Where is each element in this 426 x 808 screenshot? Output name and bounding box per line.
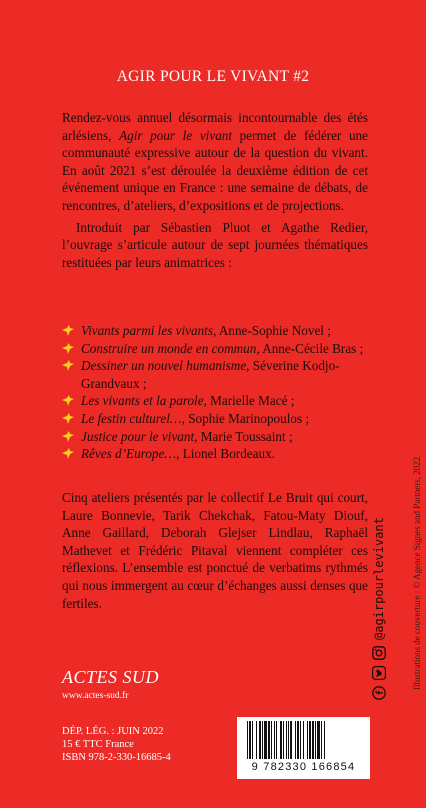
depot-legal: DÉP. LÉG. : JUIN 2022 — [62, 726, 164, 737]
barcode-bar — [271, 721, 272, 759]
bird-bullet-icon — [62, 360, 74, 371]
list-item: Justice pour le vivant, Marie Toussaint ; — [62, 428, 368, 446]
barcode-bar — [268, 721, 270, 759]
bird-bullet-icon — [62, 431, 74, 442]
list-item: Construire un monde en commun, Anne-Cécile Bras ; — [62, 340, 368, 358]
instagram-icon — [372, 646, 386, 660]
legal-info — [62, 725, 171, 765]
facebook-icon — [372, 686, 386, 700]
publisher-block — [62, 667, 159, 701]
barcode-bar — [247, 721, 248, 759]
barcode-bar — [297, 721, 299, 759]
barcode-bar — [324, 721, 325, 759]
intro-paragraph-1: Rendez-vous annuel désormais incontournable des étés arlésiens, Agir pour le vivant permet de fédérer une communauté expressive autour de la question du vivant. En août 2021 s’est déroulée la deuxième édition de cet événement unique en France : une semaine de débats, de rencontres, d’ateliers, d’expositions et de projections. — [62, 110, 368, 213]
barcode-bar — [256, 721, 257, 759]
barcode-bar — [283, 721, 284, 759]
bird-bullet-icon — [62, 413, 74, 424]
bird-bullet-icon — [62, 395, 74, 406]
list-item: Rêves d’Europe…, Lionel Bordeaux. — [62, 445, 368, 463]
barcode-bar — [290, 721, 292, 759]
barcode-bar — [274, 721, 275, 759]
barcode-bar — [276, 721, 277, 759]
bird-bullet-icon — [62, 448, 74, 459]
list-item: Les vivants et la parole, Marielle Macé ; — [62, 392, 368, 410]
barcode-bar — [288, 721, 289, 759]
bird-bullet-icon — [62, 343, 74, 354]
barcode-bar — [303, 721, 304, 759]
barcode-bar — [315, 721, 316, 759]
barcode-bar — [295, 721, 296, 759]
barcode-bar — [280, 721, 282, 759]
barcode-bar — [321, 721, 322, 759]
barcode-bar — [262, 721, 263, 759]
publisher-website: www.actes-sud.fr — [62, 691, 129, 701]
publisher-logo: ACTES SUD — [62, 667, 160, 687]
list-item: Le festin culturel…, Sophie Marinopoulos ; — [62, 410, 368, 428]
barcode-bar — [264, 721, 267, 759]
price: 15 € TTC France — [62, 739, 134, 751]
illustration-credit: Illustrations de couverture : © Agence Signes and Partners, 2022 — [412, 456, 422, 690]
barcode-bar — [317, 721, 320, 759]
barcode-bar — [252, 721, 253, 759]
barcode-bar — [312, 721, 314, 759]
twitter-icon — [372, 666, 386, 680]
barcode-bar — [307, 721, 308, 759]
book-title: AGIR POUR LE VIVANT #2 — [116, 68, 310, 85]
barcode-number: 9 782330 166854 — [251, 761, 356, 773]
ateliers-text: Cinq ateliers présentés par le collectif Le Bruit qui court, Laure Bonnevie, Tarik Chekchak, Fatou-Maty Diouf, Anne Gaillard, Deborah Glejser Lindlau, Raphaël Mathevet et Frédéric Pitaval viennent compléter ces réflexions. L’ensemble est ponctué de verbatims rythmés qui nous immergent au cœur d’échanges aussi denses que fertiles. — [62, 490, 368, 611]
list-item: Vivants parmi les vivants, Anne-Sophie Novel ; — [62, 322, 368, 340]
list-item: Dessiner un nouvel humanisme, Séverine Kodjo-Grandvaux ; — [62, 357, 368, 392]
barcode — [237, 717, 370, 779]
barcode-bar — [249, 721, 251, 759]
barcode-bar — [309, 721, 311, 759]
barcode-bars — [245, 721, 362, 761]
social-handle: @agirpourlevivant — [372, 517, 386, 640]
isbn: ISBN 978-2-330-16685-4 — [62, 752, 171, 764]
intro-text — [62, 109, 368, 271]
intro-paragraph-2: Introduit par Sébastien Pluot et Agathe Redier, l’ouvrage s’articule autour de sept journées thématiques restituées par leurs animatrices : — [62, 219, 368, 270]
bird-bullet-icon — [62, 325, 74, 336]
barcode-bar — [300, 721, 301, 759]
themes-list — [62, 322, 368, 463]
barcode-bar — [259, 721, 261, 759]
social-strip — [372, 480, 386, 700]
barcode-bar — [286, 721, 287, 759]
